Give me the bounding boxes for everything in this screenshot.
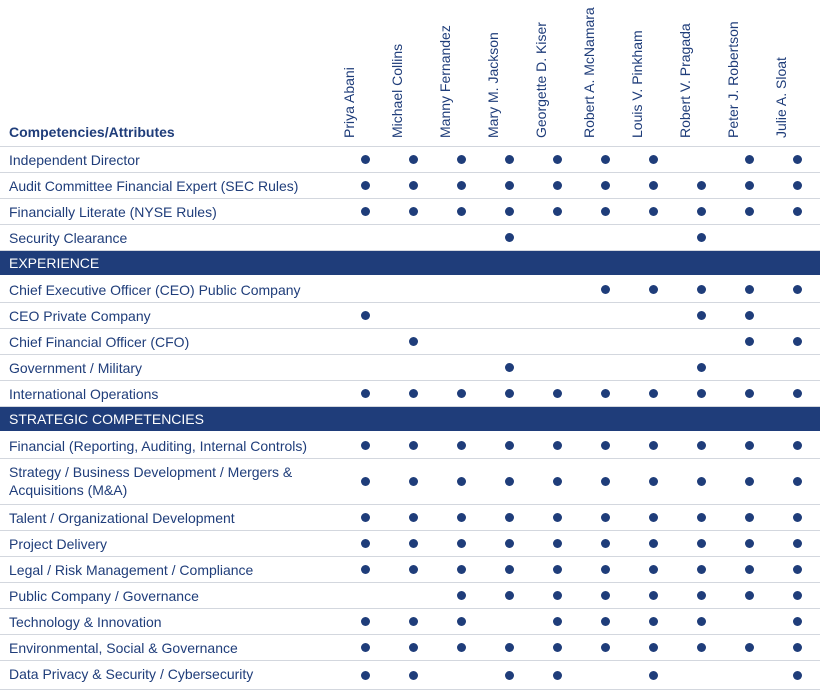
competency-dot xyxy=(361,643,370,652)
competency-dot xyxy=(649,671,658,680)
competency-dot xyxy=(745,311,754,320)
competency-dot xyxy=(745,155,754,164)
row-label: Environmental, Social & Governance xyxy=(9,640,238,656)
competency-dot xyxy=(793,155,802,164)
director-name: Louis V. Pinkham xyxy=(629,30,645,138)
competency-dot xyxy=(697,181,706,190)
competency-dot xyxy=(697,441,706,450)
director-name: Michael Collins xyxy=(389,43,405,138)
competency-dot xyxy=(649,285,658,294)
matrix-row xyxy=(0,557,820,583)
competency-dot xyxy=(505,539,514,548)
competency-dot xyxy=(409,617,418,626)
competency-dot xyxy=(697,477,706,486)
competency-dot xyxy=(457,441,466,450)
competency-dot xyxy=(505,181,514,190)
competency-dot xyxy=(457,643,466,652)
competency-dot xyxy=(697,513,706,522)
competency-dot xyxy=(409,181,418,190)
row-label: Chief Financial Officer (CFO) xyxy=(9,334,190,350)
matrix-row xyxy=(0,355,820,381)
competency-dot xyxy=(697,311,706,320)
competency-dot xyxy=(361,477,370,486)
competency-dot xyxy=(601,285,610,294)
section-title: STRATEGIC COMPETENCIES xyxy=(9,411,204,427)
competency-dot xyxy=(505,389,514,398)
row-label: Financially Literate (NYSE Rules) xyxy=(9,204,217,220)
matrix-row xyxy=(0,433,820,459)
competency-dot xyxy=(553,155,562,164)
competency-dot xyxy=(361,671,370,680)
competency-dot xyxy=(601,643,610,652)
competency-dot xyxy=(361,617,370,626)
competency-dot xyxy=(601,513,610,522)
competency-dot xyxy=(457,207,466,216)
row-label: International Operations xyxy=(9,386,159,402)
competency-dot xyxy=(601,565,610,574)
director-name: Julie A. Sloat xyxy=(773,57,789,138)
competency-dot xyxy=(793,337,802,346)
competency-dot xyxy=(457,539,466,548)
competency-dot xyxy=(697,565,706,574)
competency-dot xyxy=(697,233,706,242)
competency-dot xyxy=(745,565,754,574)
competency-dot xyxy=(409,441,418,450)
section-title: EXPERIENCE xyxy=(9,255,100,271)
competency-dot xyxy=(553,539,562,548)
competency-dot xyxy=(649,591,658,600)
competency-dot xyxy=(649,565,658,574)
matrix-row xyxy=(0,199,820,225)
matrix-row xyxy=(0,661,820,690)
competency-dot xyxy=(793,617,802,626)
competency-dot xyxy=(457,617,466,626)
competency-dot xyxy=(553,565,562,574)
competency-dot xyxy=(697,643,706,652)
competency-dot xyxy=(793,643,802,652)
matrix-row xyxy=(0,277,820,303)
competency-dot xyxy=(553,617,562,626)
competency-dot xyxy=(745,477,754,486)
competency-dot xyxy=(745,643,754,652)
competency-dot xyxy=(553,207,562,216)
matrix-row xyxy=(0,329,820,355)
competency-dot xyxy=(457,591,466,600)
row-label: Audit Committee Financial Expert (SEC Rules) xyxy=(9,178,299,194)
row-label: CEO Private Company xyxy=(9,308,151,324)
competency-dot xyxy=(409,671,418,680)
competency-dot xyxy=(745,207,754,216)
director-name: Manny Fernandez xyxy=(437,25,453,138)
competency-dot xyxy=(697,539,706,548)
competency-dot xyxy=(457,477,466,486)
director-name: Mary M. Jackson xyxy=(485,32,501,138)
competency-dot xyxy=(505,155,514,164)
row-label: Data Privacy & Security / Cybersecurity xyxy=(9,666,254,682)
competency-dot xyxy=(793,441,802,450)
matrix-row xyxy=(0,505,820,531)
competency-dot xyxy=(409,643,418,652)
competency-dot xyxy=(745,389,754,398)
competency-dot xyxy=(745,513,754,522)
competency-dot xyxy=(745,285,754,294)
competency-dot xyxy=(601,591,610,600)
competency-dot xyxy=(409,477,418,486)
competency-dot xyxy=(745,591,754,600)
competency-dot xyxy=(457,513,466,522)
competency-dot xyxy=(649,155,658,164)
competency-dot xyxy=(697,363,706,372)
competency-dot xyxy=(505,591,514,600)
competency-dot xyxy=(361,513,370,522)
competency-dot xyxy=(361,181,370,190)
competency-dot xyxy=(649,513,658,522)
competency-dot xyxy=(361,207,370,216)
competency-dot xyxy=(793,513,802,522)
competency-dot xyxy=(649,643,658,652)
competency-dot xyxy=(793,477,802,486)
competency-dot xyxy=(505,207,514,216)
competency-dot xyxy=(553,643,562,652)
competency-dot xyxy=(409,565,418,574)
row-label: Technology & Innovation xyxy=(9,614,162,630)
competency-dot xyxy=(505,513,514,522)
competency-dot xyxy=(697,207,706,216)
competency-dot xyxy=(505,643,514,652)
competency-dot xyxy=(505,565,514,574)
row-label: Chief Executive Officer (CEO) Public Company xyxy=(9,282,301,298)
competency-dot xyxy=(505,233,514,242)
competency-dot xyxy=(649,181,658,190)
competency-dot xyxy=(649,539,658,548)
competency-dot xyxy=(553,591,562,600)
competency-dot xyxy=(601,617,610,626)
competency-dot xyxy=(361,311,370,320)
matrix-row xyxy=(0,225,820,251)
competency-dot xyxy=(601,477,610,486)
matrix-row xyxy=(0,531,820,557)
competency-dot xyxy=(649,389,658,398)
competency-dot xyxy=(409,513,418,522)
competency-dot xyxy=(745,441,754,450)
competency-dot xyxy=(505,363,514,372)
competency-dot xyxy=(409,155,418,164)
matrix-row xyxy=(0,303,820,329)
competency-dot xyxy=(793,285,802,294)
matrix-row xyxy=(0,609,820,635)
competency-dot xyxy=(553,671,562,680)
competency-dot xyxy=(409,389,418,398)
competency-dot xyxy=(409,207,418,216)
competency-dot xyxy=(457,565,466,574)
competency-dot xyxy=(409,337,418,346)
competency-dot xyxy=(793,565,802,574)
competency-dot xyxy=(697,591,706,600)
director-name: Georgette D. Kiser xyxy=(533,22,549,138)
matrix-row xyxy=(0,381,820,407)
director-name: Robert A. McNamara xyxy=(581,7,597,138)
row-label: Strategy / Business Development / Mergers & Acquisitions (M&A) xyxy=(9,464,293,498)
competency-dot xyxy=(697,285,706,294)
competency-dot xyxy=(649,477,658,486)
competency-dot xyxy=(601,441,610,450)
competency-dot xyxy=(457,181,466,190)
competency-dot xyxy=(361,389,370,398)
row-label: Independent Director xyxy=(9,152,140,168)
competency-dot xyxy=(505,671,514,680)
competency-dot xyxy=(553,477,562,486)
section-header xyxy=(0,407,820,431)
matrix-row xyxy=(0,635,820,661)
competency-dot xyxy=(649,441,658,450)
competency-dot xyxy=(793,207,802,216)
director-name: Priya Abani xyxy=(341,67,357,138)
director-name: Peter J. Robertson xyxy=(725,21,741,138)
competency-dot xyxy=(793,181,802,190)
header-label: Competencies/Attributes xyxy=(9,124,175,140)
row-label: Project Delivery xyxy=(9,536,108,552)
row-label: Financial (Reporting, Auditing, Internal Controls) xyxy=(9,438,308,454)
competency-dot xyxy=(409,539,418,548)
competency-dot xyxy=(601,207,610,216)
matrix-row xyxy=(0,459,820,505)
row-label: Talent / Organizational Development xyxy=(9,510,235,526)
matrix-row xyxy=(0,583,820,609)
competency-dot xyxy=(745,337,754,346)
competency-dot xyxy=(745,539,754,548)
competency-dot xyxy=(793,389,802,398)
competency-dot xyxy=(457,155,466,164)
competency-dot xyxy=(457,389,466,398)
competency-dot xyxy=(601,181,610,190)
competency-dot xyxy=(745,181,754,190)
director-name: Robert V. Pragada xyxy=(677,23,693,138)
competency-dot xyxy=(793,591,802,600)
row-label: Legal / Risk Management / Compliance xyxy=(9,562,254,578)
competency-dot xyxy=(649,617,658,626)
competency-dot xyxy=(649,207,658,216)
row-label: Public Company / Governance xyxy=(9,588,199,604)
competency-dot xyxy=(361,441,370,450)
competency-dot xyxy=(553,441,562,450)
competency-dot xyxy=(697,617,706,626)
competency-dot xyxy=(361,565,370,574)
competency-dot xyxy=(793,539,802,548)
row-label: Government / Military xyxy=(9,360,143,376)
matrix-row xyxy=(0,173,820,199)
competency-dot xyxy=(505,441,514,450)
competency-dot xyxy=(361,539,370,548)
competency-dot xyxy=(553,389,562,398)
competency-dot xyxy=(697,389,706,398)
competency-dot xyxy=(601,539,610,548)
competency-dot xyxy=(601,389,610,398)
matrix-row xyxy=(0,147,820,173)
competency-dot xyxy=(505,477,514,486)
competency-dot xyxy=(793,671,802,680)
competency-dot xyxy=(553,513,562,522)
competency-dot xyxy=(553,181,562,190)
competency-dot xyxy=(601,155,610,164)
section-header xyxy=(0,251,820,275)
row-label: Security Clearance xyxy=(9,230,128,246)
competency-dot xyxy=(361,155,370,164)
